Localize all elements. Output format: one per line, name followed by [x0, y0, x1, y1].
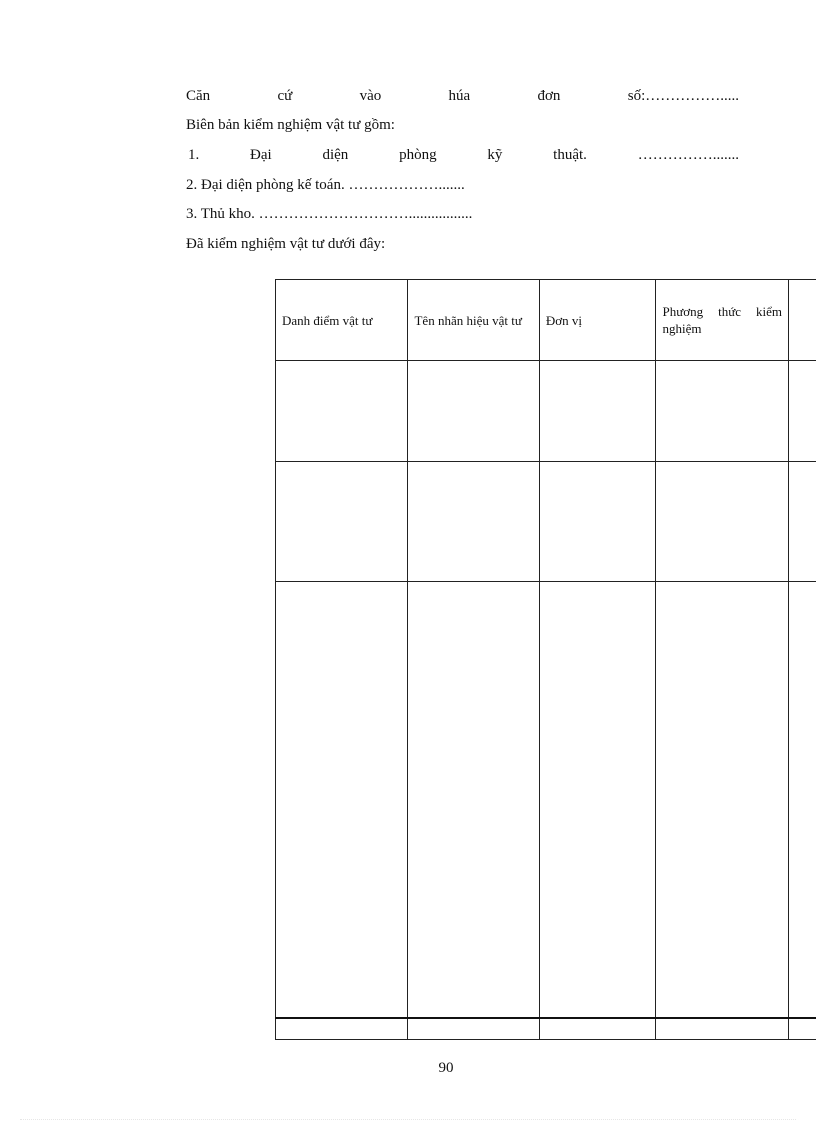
word: Đại [250, 147, 272, 163]
table-cell [788, 361, 816, 462]
word: đơn [537, 88, 561, 104]
word: vào [359, 88, 382, 104]
word: thuật. [553, 147, 587, 163]
header-material-brand: Tên nhãn hiệu vật tư [408, 280, 539, 361]
technical-representative-line [188, 145, 739, 165]
table-cell [656, 582, 788, 1019]
word: diện [322, 147, 349, 163]
table-header-row [276, 280, 816, 361]
table-row [276, 582, 816, 1019]
table-total-row [276, 1018, 816, 1040]
table-cell [276, 582, 408, 1019]
table-cell [276, 361, 408, 462]
word: phòng [399, 147, 437, 163]
technical-representative-blank: ……………....... [637, 147, 739, 163]
table-cell [276, 1018, 408, 1040]
word: 1. [188, 147, 200, 163]
inspection-table-container [275, 279, 816, 1040]
page-number: 90 [438, 1060, 454, 1076]
header-inspection-method: Phương thức kiểm nghiệm [656, 280, 788, 361]
accounting-representative-line: 2. Đại diện phòng kế toán. ………………....... [186, 177, 465, 193]
header-cut-off-column [788, 280, 816, 361]
table-cell [539, 582, 656, 1019]
table-cell [408, 361, 539, 462]
table-row [276, 462, 816, 582]
table-cell [408, 582, 539, 1019]
invoice-number-blank: số:……………..... [627, 88, 739, 104]
table-cell [656, 1018, 788, 1040]
table-cell [788, 462, 816, 582]
page-bottom-divider [20, 1119, 796, 1120]
invoice-reference-line [186, 86, 739, 106]
table-row [276, 361, 816, 462]
table-cell [539, 462, 656, 582]
table-cell [539, 361, 656, 462]
header-unit: Đơn vị [539, 280, 656, 361]
table-cell [408, 1018, 539, 1040]
word: húa [448, 88, 471, 104]
table-cell [276, 462, 408, 582]
table-cell [539, 1018, 656, 1040]
inspection-intro: Đã kiểm nghiệm vật tư dưới đây: [186, 236, 386, 252]
word: kỹ [487, 147, 503, 163]
storekeeper-line: 3. Thủ kho. …………………………................. [186, 206, 473, 222]
header-material-code: Danh điểm vật tư [276, 280, 408, 361]
table-cell [408, 462, 539, 582]
table-cell [656, 462, 788, 582]
table-cell [788, 582, 816, 1019]
word: Căn [186, 88, 211, 104]
table-cell [788, 1018, 816, 1040]
word: cứ [277, 88, 293, 104]
committee-intro: Biên bản kiểm nghiệm vật tư gồm: [186, 117, 395, 133]
inspection-table [275, 279, 816, 1040]
table-cell [656, 361, 788, 462]
